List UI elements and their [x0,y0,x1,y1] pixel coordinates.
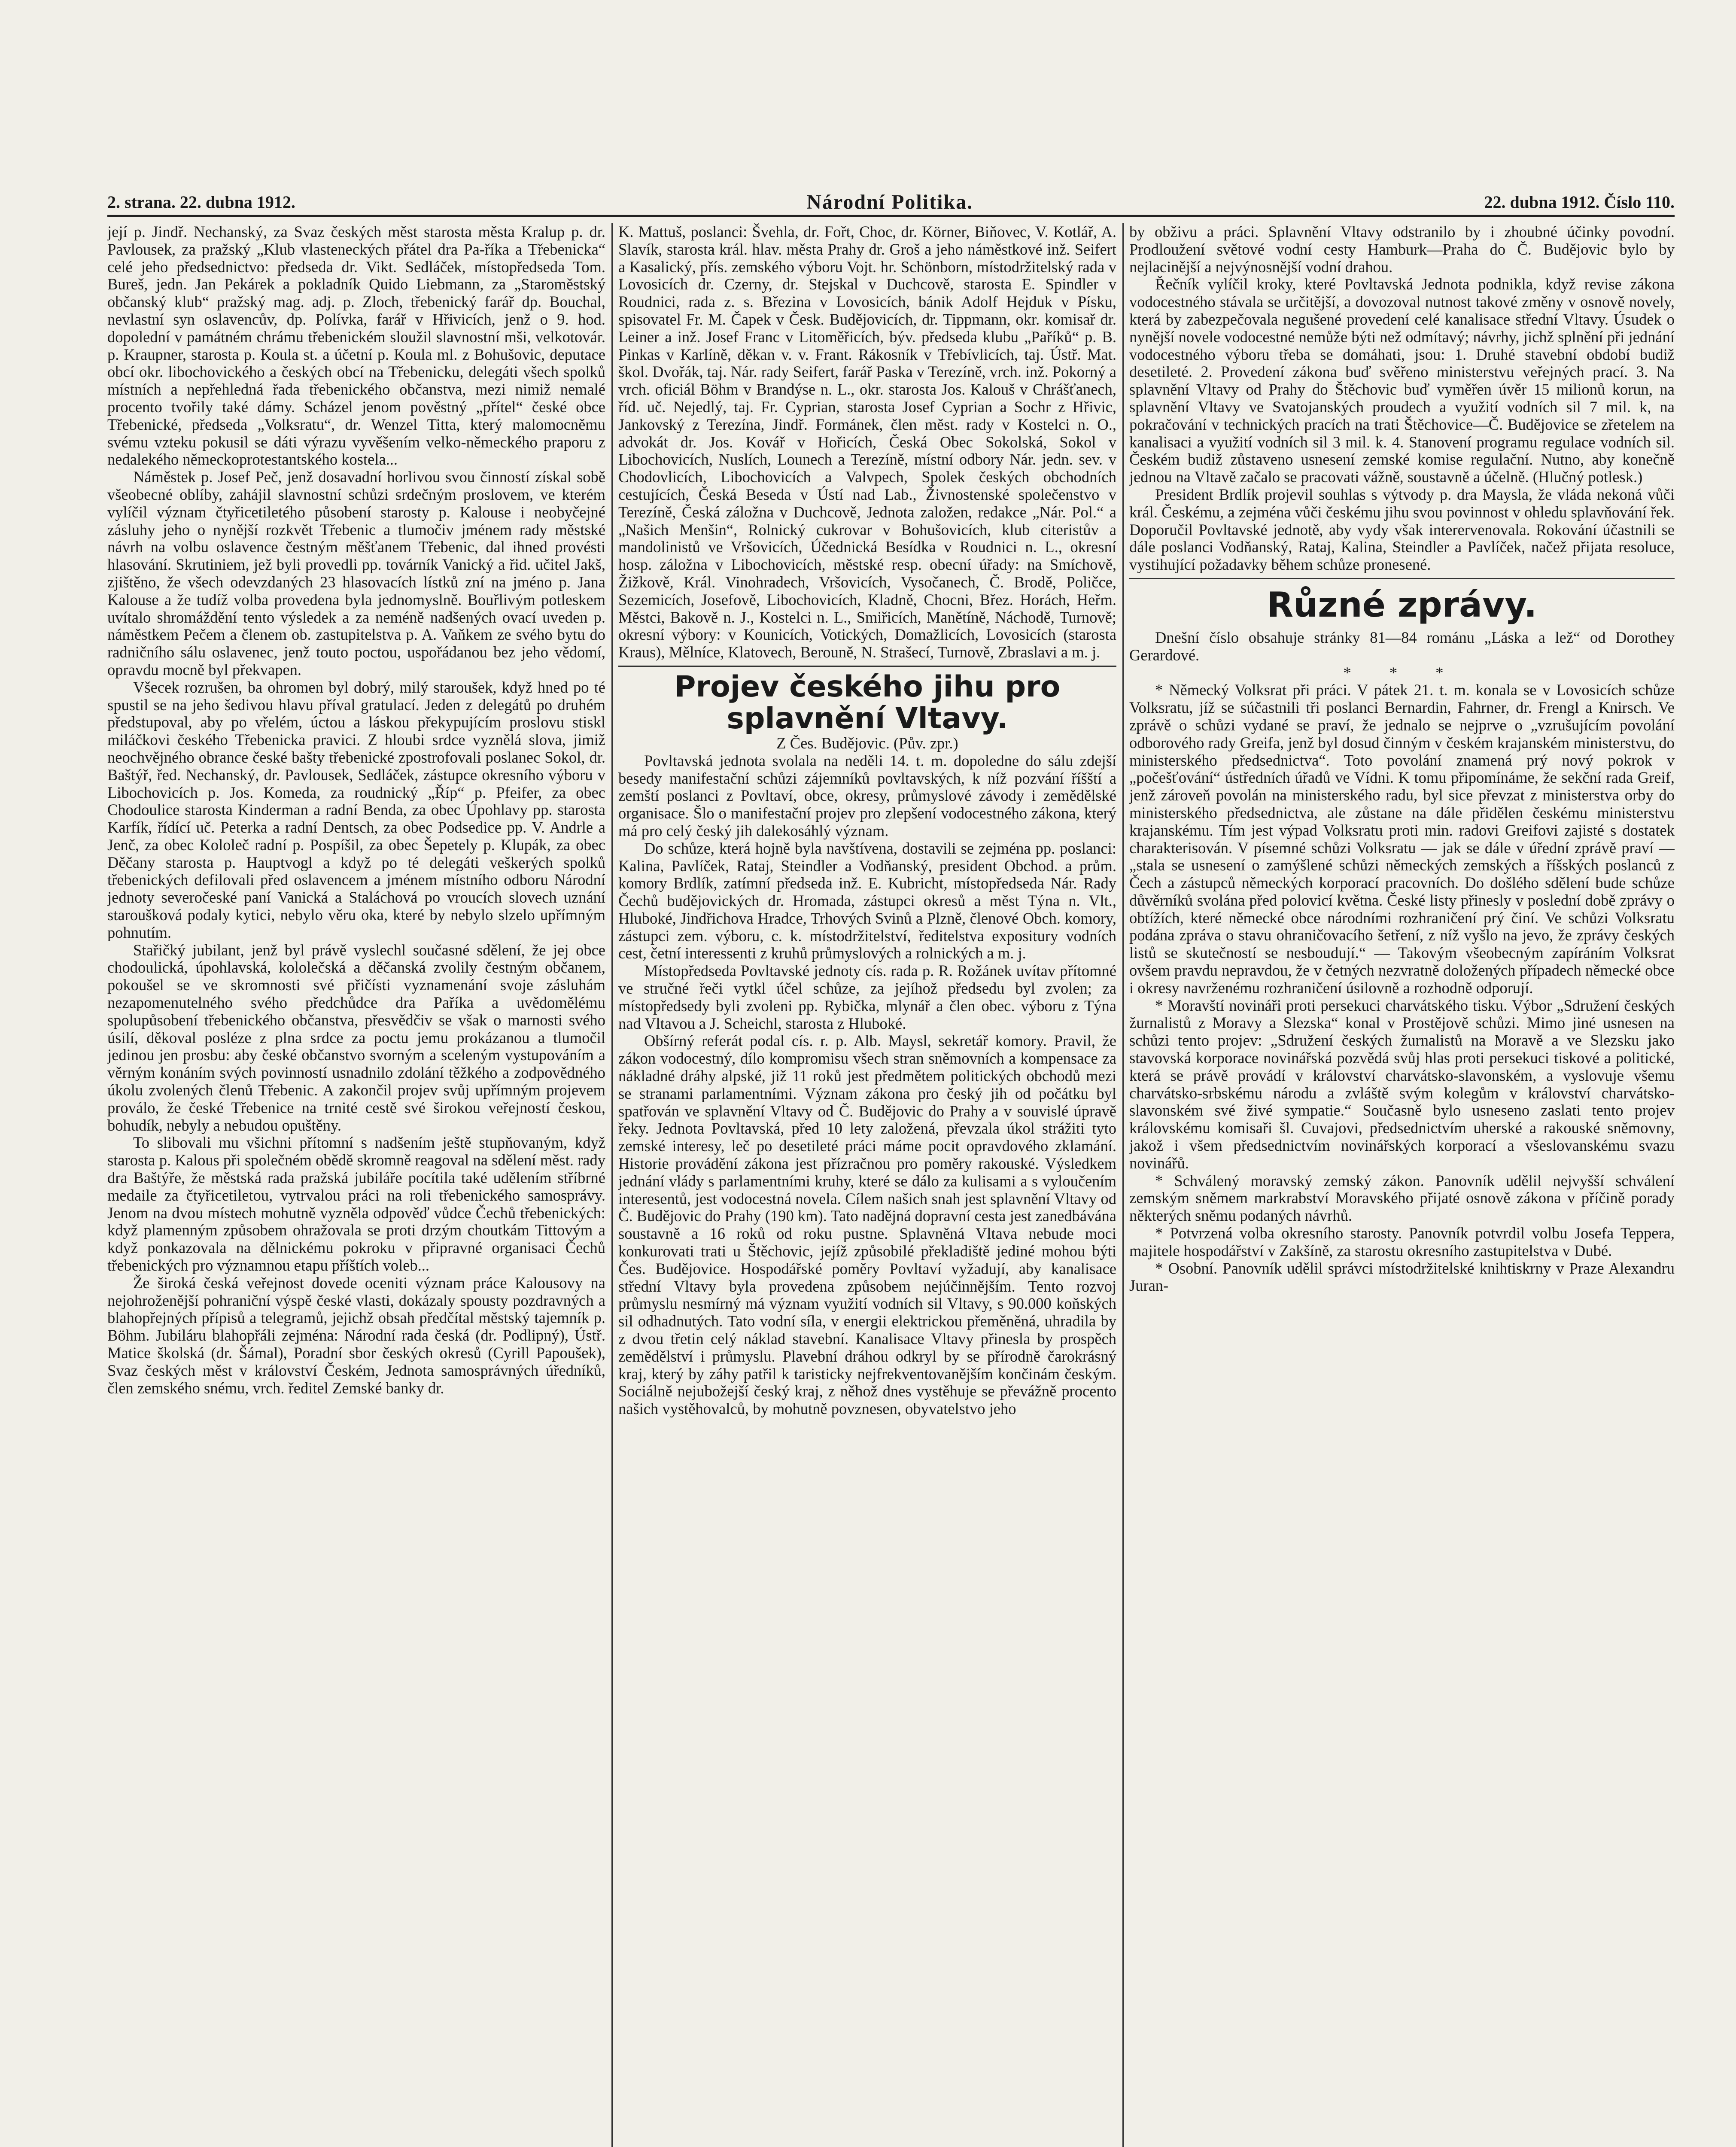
paragraph: President Brdlík projevil souhlas s výtvody p. dra Maysla, že vláda nekoná vůči král. Českému, a zejména vůči českému jihu svou povinnost v ohledu splavňování řek. Doporučil Povltavské jednotě, aby vydy však interervenovala. Rokování účastnili se dále poslanci Vodňanský, Rataj, Kalina, Steindler a Pavlíček, načež přijata resoluce, vystihující požadavky během schůze pronesené. [1129,485,1675,574]
header-date-right: 22. dubna 1912. Číslo 110. [1484,192,1675,212]
paragraph: Stařičký jubilant, jenž byl právě vyslechl současné sdělení, že jej obce chodoulická, úpohlavská, kololečská a děčanská zvolily čestným občanem, pokoušel se ve skromnosti své přičísti vyznamenání svoje zásluhám nezapomenutelného svého předchůdce dra Paříka a uvědomělému spolupůsobení třebenického občanstva, přesvědčiv se však o marnosti svého úsilí, děkoval posléze z plna srdce za poctu jemu prokázanou a tlumočil jedinou jen prosbu: aby české občanstvo svorným a sceleným vystupováním a věrným konáním svých povinností usnadnilo zdolání těžkého a zodpovědného úkolu zvolených členů Třebenic. A zakončil projev svůj upřímným projevem proválo, že české Třebenice na trnité cestě své širokou veřejností českou, bohudík, nebyly a nebudou opuštěny. [107,941,605,1134]
paragraph: její p. Jindř. Nechanský, za Svaz českých měst starosta města Kralup p. dr. Pavlousek, za pražský „Klub vlasteneckých přátel dra Pa-říka a Třebenicka“ celé jeho předsednictvo: předseda dr. Vikt. Sedláček, místopředseda Tom. Bureš, jedn. Jan Pekárek a pokladník Quido Liebmann, za „Staroměstský občanský klub“ pražský mag. adj. p. Zloch, třebenický farář dp. Bouchal, nevlastní syn oslavencův, dp. Polívka, farář v Hřivicích, jenž o 9. hod. dopolední v památném chrámu třebenickém sloužil slavnostní mši, velkotovár. p. Kraupner, starosta p. Koula st. a účetní p. Koula ml. z Bohušovic, deputace obcí okr. libochovického a českých obcí na Třebenicku, delegáti všech spolků místních a nepřehledná řada třebenického občanstva, mezi nimiž nemalé procento tvořily také dámy. Scházel jenom pověstný „přítel“ české obce Třebenické, předseda „Volksratu“, dr. Wenzel Titta, který malomocněmu svému vzteku pokusil se dáti výrazu vyvěšením velko-německého praporu z nedalekého německoprotestantského kostela... [107,223,605,468]
paragraph: by obživu a práci. Splavnění Vltavy odstranilo by i zhoubné účinky povodní. Prodloužení světové vodní cesty Hamburk—Praha do Č. Budějovic bylo by nejlacinější a nejvýnosnější vodní drahou. [1129,223,1675,276]
header-date-left: 2. strana. 22. dubna 1912. [107,192,295,212]
paragraph: Obšírný referát podal cís. r. p. Alb. Maysl, sekretář komory. Pravil, že zákon vodocestný, dílo kompromisu všech stran sněmovních a kompensace za nákladné dráhy alpské, již 11 roků jest předmětem politických obchodů mezi se stranami parlamentními. Význam zákona pro český jih od počátku byl spatřován ve splavnění Vltavy od Č. Budějovic do Prahy a v souvislé úpravě řeky. Jednota Povltavská, před 10 lety založená, převzala úkol strážiti tyto zemské interesy, leč po desetileté práci máme pocit opravdového zklamání. Historie provádění zákona jest přízračnou pro poměry rakouské. Výsledkem jednání vlády s parlamentními kruhy, které se dálo za kulisami a s vyloučením interesentů, jest vodocestná novela. Cílem našich snah jest splavnění Vltavy od Č. Budějovic do Prahy (190 km). Tato nadějná dopravní cesta jest zanedbávána soustavně a 16 roků od roku pustne. Splavněná Vltava nebude moci konkurovati trati u Štěchovic, jejíž způsobilé překladiště jediné mohou býti Čes. Budějovice. Hospodářské poměry Povltaví vyžadují, aby kanalisace střední Vltavy byla provedena způsobem nejúčinnějším. Tento rozvoj průmyslu nesmírný má význam využití vodních sil Vltavy, s 90.000 koňských sil odhadnutých. Tato vodní síla, v energii elektrickou přeměněná, uhradila by z dvou třetin celý náklad stavební. Kanalisace Vltavy přinesla by prospěch zemědělství i průmyslu. Plavební dráhou odkryl by se přírodně čarokrásný kraj, který by záhy patřil k taristicky nejfrekventovanějším končinám českým. Sociálně nejubožejší český kraj, z něhož dnes vystěhuje se převážně procento našich vystěhovalců, by mohutně povznesen, obyvatelstvo jeho [618,1032,1116,1418]
section-separator [1129,578,1675,579]
paragraph: Řečník vylíčil kroky, které Povltavská Jednota podnikla, když revise zákona vodocestného stávala se určitější, a dovozoval nutnost takové změny v osnově novely, která by zabezpečovala negušené provedení celé kanalisace střední Vltavy. Úsudek o nynější novele vodocestné nemůže býti než odmítavý; návrhy, jichž splnění při jednání vodocestného výboru třeba se domáhati, jsou: 1. Druhé stavební období budiž desetileté. 2. Provedení zákona buď svěřeno ministerstvu veřejných prací. 3. Na splavnění Vltavy od Prahy do Štěchovic buď vyměřen úvěr 15 milionů korun, na splavnění Vltavy ve Svatojanských proudech a využití vodních sil 7 mil. k, na pokračování v technických pracích na trati Štěchovice—Č. Budějovice se zřetelem na kanalisaci a využití vodních sil 3 mil. k. 4. Stanovení programu regulace vodních sil. Českém budiž zůstaveno usnesení zemské komise regulační. Nutno, aby konečně jednou na Vltavě začalo se pracovati vážně, soustavně a účelně. (Hlučný potlesk.) [1129,275,1675,486]
section-intro: Dnešní číslo obsahuje stránky 81—84 románu „Láska a lež“ od Dorothey Gerardové. [1129,628,1675,664]
paragraph: To slibovali mu všichni přítomní s nadšením ještě stupňovaným, když starosta p. Kalous při společném obědě skromně reagoval na sdělení měst. rady dra Baštýře, že městská rada pražská jubiláře pocítila také udělením stříbrné medaile za čtyřicetiletou, vytrvalou práci na roli třebenického samosprávy. Jenom na dvou místech mohutně vyzněla odpověď vůdce Čechů třebenických: když plamenným způsobem ohražovala se proti drzým choutkám Tittovým a když ponkazovala na dělnickému pokroku v připravné organisaci Čechů třebenických pro významnou etapu příštích voleb... [107,1134,605,1274]
news-item: * Moravští novináři proti persekuci charvátského tisku. Výbor „Sdružení českých žurnalistů z Moravy a Slezska“ konal v Prostějově schůzi. Mimo jiné usnesen na schůzi tento projev: „Sdružení českých žurnalistů na Moravě a ve Slezsku jako stavovská korporace novinářská pozvědá svůj hlas proti persekuci tiskové a politické, která se právě provádí v království charvátsko-slavonském, a vyslovuje všemu charvátsko-srbskému národu a zvláště svým kolegům v království charvátsko-slavonském své živé sympatie.“ Současně bylo usneseno zaslati tento projev královskému komisaři šl. Cuvajovi, předsednictvím uherské a rakouské sněmovny, jakož i všem předsednictvím novinářských korporací a všeslovanskému svazu novinářů. [1129,996,1675,1172]
news-item: * Německý Volksrat při práci. V pátek 21. t. m. konala se v Lovosicích schůze Volksratu, jíž se súčastnili tři poslanci Bernardin, Fahrner, dr. Frengl a Knirsch. Ve zprávě o schůzi vydané se praví, že jednalo se nejprve o „vzrušujícím povolání odborového rady Greifa, jenž byl dosud činným v českém krajanském ministerstvu, do ministerského předsednictva“. Toto povolání znamená prý nový pokrok v „počešťování“ ústředních úřadů ve Vídni. K tomu připomínáme, že sekční rada Greif, jenž zároveň povolán na ministerského radu, byl sice převzat z ministerstva orby do ministerského předsednictva, ale zůstane na dále přidělen českému ministerstvu krajanskému. Tím jest výpad Volksratu proti min. radovi Greifovi zajisté s dostatek charakterisován. V písemné schůzi Volksratu — jak se dále v úřední zprávě praví — „stala se usnesení o zamýšlené schůzi německých zemských a říšských poslanců z Čech a zástupců německých korporací pracovních. Do došlého sdělení bude schůze důvěrníků svolána před polovicí května. České listy přinesly v poslední době zprávy o obtížích, které německé obce národními rozhraničení prý činí. Ve schůzi Volksratu podána zpráva o stavu ohraničovacího šetření, z níž vyšlo na jevo, že zprávy českých listů se skutečností se nesboudují.“ — Takovým všeobecným zapíráním Volksrat ovšem pravdu nepravdou, že v četných nezvratně doložených případech německé obce i okresy navrženému rozhraničení úsilovně a rozhodně odporují. [1129,681,1675,997]
paragraph: K. Mattuš, poslanci: Švehla, dr. Fořt, Choc, dr. Körner, Biňovec, V. Kotlář, A. Slavík, starosta král. hlav. města Prahy dr. Groš a jeho náměstkové inž. Seifert a Kasalický, přís. zemského výboru Vojt. hr. Schönborn, místodržitelský rada v Lovosicích dr. Czerny, dr. Stejskal v Duchcově, starosta E. Spindler v Roudnici, rada z. s. Březina v Lovosicích, bánik Adolf Hejduk v Písku, spisovatel Fr. M. Čapek v Česk. Budějovicích, dr. Tippmann, okr. komisař dr. Leiner a inž. Josef Franc v Litoměřicích, býv. předseda klubu „Paříků“ p. B. Pinkas v Karlíně, děkan v. v. Frant. Rákosník v Třebívlicích, taj. Ústř. Mat. škol. Dvořák, taj. Nár. rady Seifert, farář Paska v Terezíně, vrch. inž. Pokorný a vrch. oficiál Böhm v Brandýse n. L., okr. starosta Jos. Kalouš v Chrášťanech, říd. uč. Nejedlý, taj. Fr. Cyprian, starosta Josef Cyprian a Sochr z Hřivic, Jankovský z Terezína, Jindř. Formánek, člen měst. rady v Kostelci n. O., advokát dr. Jos. Kovář v Hořicích, Česká Obec Sokolská, Sokol v Libochovicích, Nuslích, Lounech a Terezíně, místní odbory Nár. jedn. sev. v Chodovlicích, Libochovicích a Valvpech, Spolek českých obchodních cestujících, Česká Beseda v Ústí nad Lab., Živnostenské společenstvo v Terezíně, Česká záložna v Duchcově, Jednota založen, redakce „Nár. Pol.“ a „Našich Menšin“, Rolnický cukrovar v Bohušovicích, klub citeristův a mandolinistů ve Vršovicích, Účednická Besídka v Roudnici n. L., okresní hosp. záložna v Libochovicích, městské resp. obecní úřady: na Smíchově, Žižkově, Král. Vinohradech, Vršovicích, Vysočanech, Č. Brodě, Poličce, Sezemicích, Josefově, Libochovicích, Kladně, Chocni, Břez. Horách, Heřm. Městci, Bakově n. J., Kostelci n. L., Smiřicích, Manětíně, Náchodě, Turnově; okresní výbory: v Kounicích, Votických, Domažlicích, Lovosicích (starosta Kraus), Mělníce, Klatovech, Berouně, N. Strašecí, Turnově, Zbraslavi a m. j. [618,223,1116,661]
stars-divider: * * * [1343,663,1461,681]
article-separator [618,666,1116,667]
column-2 [618,223,1116,2147]
column-rule [611,223,613,2147]
paragraph: Místopředseda Povltavské jednoty cís. rada p. R. Rožánek uvítav přítomné ve stručné řeči vytkl účel schůze, za jejíhož předsedu byl zvolen; za místopředsedy byli zvoleni pp. Rybička, mlynář a člen obec. výboru z Týna nad Vltavou a J. Scheichl, starosta z Hluboké. [618,962,1116,1032]
section-title: Různé zprávy. [1267,584,1537,625]
column-3 [1129,223,1675,2147]
paragraph: Do schůze, která hojně byla navštívena, dostavili se zejména pp. poslanci: Kalina, Pavlíček, Rataj, Steindler a Vodňanský, president Obchod. a prům. komory Brdlík, zatímní předseda inž. E. Kubricht, místopředseda Nár. Rady Čechů budějovických dr. Hromada, zástupci okresů a měst Týna n. Vlt., Hluboké, Jindřichova Hradce, Trhových Svinů a Plzně, členové Obch. komory, zástupci zem. výboru, c. k. místodržitelství, ředitelstva expositury vodních cest, četní interessenti z kruhů průmyslových a rolnických a m. j. [618,839,1116,962]
page-header [107,189,1675,217]
paragraph: Všecek rozrušen, ba ohromen byl dobrý, milý staroušek, když hned po té spustil se na jeho šedivou hlavu příval gratulací. Jeden z delegátů po druhém předstupoval, aby po vřelém, úctou a láskou překypujícím proslovu stiskl miláčkovi českého Třebenicka pravici. Z hloubi srdce vyznělá slova, jimiž neochvějného obrance české bašty třebenické zpostrofovali poslanec Sokol, dr. Baštýř, řed. Nechanský, dr. Pavlousek, Sedláček, zástupce okresního výboru v Libochovicích p. Jos. Komeda, za roudnický „Říp“ p. Pfeifer, za obec Chodoulice starosta Kinderman a radní Benda, za obec Úpohlavy pp. starosta Karfík, řídící uč. Peterka a radní Dentsch, za obec Podsedice pp. V. Andrle a Jenč, za obec Kololeč radní p. Pospíšil, za obec Šepetely p. Klupák, za obec Děčany starosta p. Hauptvogl a když po té delegáti veškerých spolků třebenických defilovali před oslavencem a jménem místního odboru Národní jednoty severočeské paní Vanická a Staláchová po vroucích slovech uznání staroušková podaly kytici, nebylo věru oka, které by nebylo slzelo upřímným pohnutím. [107,678,605,941]
news-item: * Potvrzená volba okresního starosty. Panovník potvrdil volbu Josefa Teppera, majitele hospodářství v Zakšíně, za starostu okresního zastupitelstva v Dubé. [1129,1224,1675,1259]
article-byline: Z Čes. Budějovic. (Pův. zpr.) [776,734,958,752]
masthead: Národní Politika. [806,190,973,213]
column-rule [1122,223,1124,2147]
column-1 [107,223,605,2147]
paragraph: Povltavská jednota svolala na neděli 14. t. m. dopoledne do sálu zdejší besedy manifestační schůzi zájemníků povltavských, k níž pozvání říšští a zemští poslanci z Povltaví, obce, okresy, průmyslové závody i zemědělské organisace. Šlo o manifestační projev pro zlepšení vodocestného zákona, který má pro celý český jih dalekosáhlý význam. [618,751,1116,839]
paragraph: Náměstek p. Josef Peč, jenž dosavadní horlivou svou činností získal sobě všeobecné oblíby, zahájil slavnostní schůzi srdečným proslovem, ve kterém vylíčil význam čtyřicetiletého působení starosty p. Kalouse i neobyčejné zásluhy jeho o nynější rozkvět Třebenic a tlumočiv jménem rady městské návrh na volbu oslavence čestným měšťanem Třebenic, dal ihned provésti hlasování. Skrutiniem, jež byli provedli pp. továrník Vanický a řid. učitel Jakš, zjištěno, že všech odevzdaných 23 hlasovacích lístků zní na jméno p. Jana Kalouse a že tudíž volba provedena byla jednomyslně. Bouřlivým potleskem uvítalo shromáždění tento výsledek a za neméně nadšených ovací uveden p. náměstkem Pečem a členem ob. zastupitelstva p. A. Vaňkem ze svého bytu do radničního sálu oslavenec, jenž touto poctou, uspořádanou bez jeho vědomí, opravdu mocně byl překvapen. [107,468,605,678]
paragraph: Že široká česká veřejnost dovede oceniti význam práce Kalousovy na nejohroženější pohraniční výspě české vlasti, dokázaly spousty pozdravných a blahopřejných přípisů a telegramů, jejichž obsah předčítal městský tajemník p. Böhm. Jubiláru blahopřáli zejména: Národní rada česká (dr. Podlipný), Ústř. Matice školská (dr. Šámal), Poradní sbor českých okresů (Cyrill Papoušek), Svaz českých měst v království Českém, Jednota samosprávných úředníků, člen zemského snému, vrch. ředitel Zemské banky dr. [107,1274,605,1397]
news-item: * Schválený moravský zemský zákon. Panovník udělil nejvyšší schválení zemským sněmem markrabství Moravského přijaté osnově zákona v příčině porady některých sněmu podaných návrhů. [1129,1171,1675,1225]
article-headline: Projev českého jihu pro splavnění Vltavy. [674,669,1061,736]
news-item: * Osobní. Panovník udělil správci místodržitelské knihtiskrny v Praze Alexandru Juran- [1129,1259,1675,1295]
